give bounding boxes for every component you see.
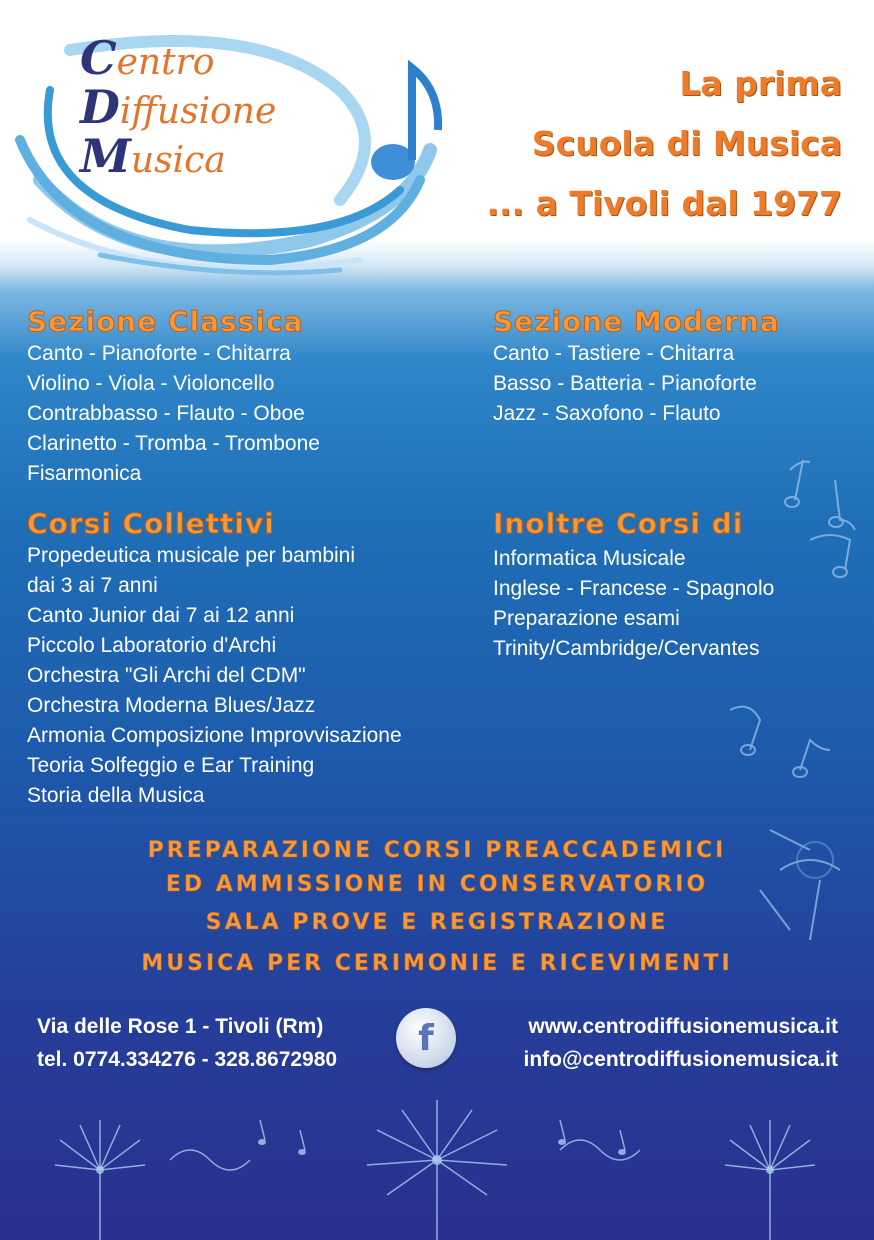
- promo-line: MUSICA PER CERIMONIE E RICEVIMENTI: [141, 951, 733, 976]
- course-line: Armonia Composizione Improvvisazione: [27, 724, 402, 747]
- course-line: Basso - Batteria - Pianoforte: [493, 372, 757, 395]
- course-line: Trinity/Cambridge/Cervantes: [493, 637, 760, 660]
- section-moderna: [493, 305, 780, 429]
- promo-line: PREPARAZIONE CORSI PREACCADEMICI: [147, 838, 727, 863]
- course-line: Piccolo Laboratorio d'Archi: [27, 634, 277, 657]
- facebook-icon[interactable]: [396, 1008, 456, 1068]
- dandelion-notes-decoration-icon: [0, 1090, 874, 1240]
- headline: [486, 54, 842, 234]
- course-line: Canto - Pianoforte - Chitarra: [27, 342, 291, 365]
- phone: tel. 0774.334276 - 328.8672980: [37, 1048, 338, 1071]
- section-title: Sezione Moderna: [493, 305, 780, 338]
- course-line: Clarinetto - Tromba - Trombone: [27, 432, 320, 455]
- logo-line-diffusione: Diffusione: [80, 80, 277, 134]
- course-line: Canto - Tastiere - Chitarra: [493, 342, 735, 365]
- section-classica: [27, 305, 320, 489]
- promo-line: ED AMMISSIONE IN CONSERVATORIO: [165, 872, 709, 897]
- logo-line-centro: Centro: [80, 31, 215, 85]
- headline-line-3: ... a Tivoli dal 1977: [486, 184, 842, 223]
- logo-line-musica: Musica: [80, 129, 226, 183]
- course-line: Preparazione esami: [493, 607, 680, 630]
- headline-line-2: Scuola di Musica: [531, 124, 842, 163]
- course-line: Violino - Viola - Violoncello: [27, 372, 275, 395]
- promo-line: SALA PROVE E REGISTRAZIONE: [205, 910, 669, 935]
- headline-line-1: La prima: [679, 64, 842, 103]
- course-line: Propedeutica musicale per bambini: [27, 544, 356, 567]
- section-title: Inoltre Corsi di: [493, 507, 744, 540]
- course-line: Jazz - Saxofono - Flauto: [493, 402, 721, 425]
- course-line: Orchestra "Gli Archi del CDM": [27, 664, 306, 687]
- course-line: Inglese - Francese - Spagnolo: [493, 577, 775, 600]
- course-line: Contrabbasso - Flauto - Oboe: [27, 402, 305, 425]
- course-line: Orchestra Moderna Blues/Jazz: [27, 694, 316, 717]
- contact-left: [37, 1010, 337, 1076]
- section-collettivi: [27, 507, 402, 811]
- course-line: Teoria Solfeggio e Ear Training: [27, 754, 315, 777]
- facebook-glyph: f: [418, 1017, 434, 1059]
- course-line: Fisarmonica: [27, 462, 142, 485]
- contact-right: [524, 1010, 839, 1076]
- section-title: Sezione Classica: [27, 305, 304, 338]
- section-title: Corsi Collettivi: [27, 507, 275, 540]
- website-link[interactable]: www.centrodiffusionemusica.it: [528, 1015, 838, 1038]
- course-line: dai 3 ai 7 anni: [27, 574, 158, 597]
- course-line: Canto Junior dai 7 ai 12 anni: [27, 604, 295, 627]
- course-line: Informatica Musicale: [493, 547, 686, 570]
- email-link[interactable]: info@centrodiffusionemusica.it: [523, 1048, 838, 1071]
- course-line: Storia della Musica: [27, 784, 205, 807]
- logo-wordmark: [80, 31, 277, 183]
- address: Via delle Rose 1 - Tivoli (Rm): [37, 1015, 324, 1038]
